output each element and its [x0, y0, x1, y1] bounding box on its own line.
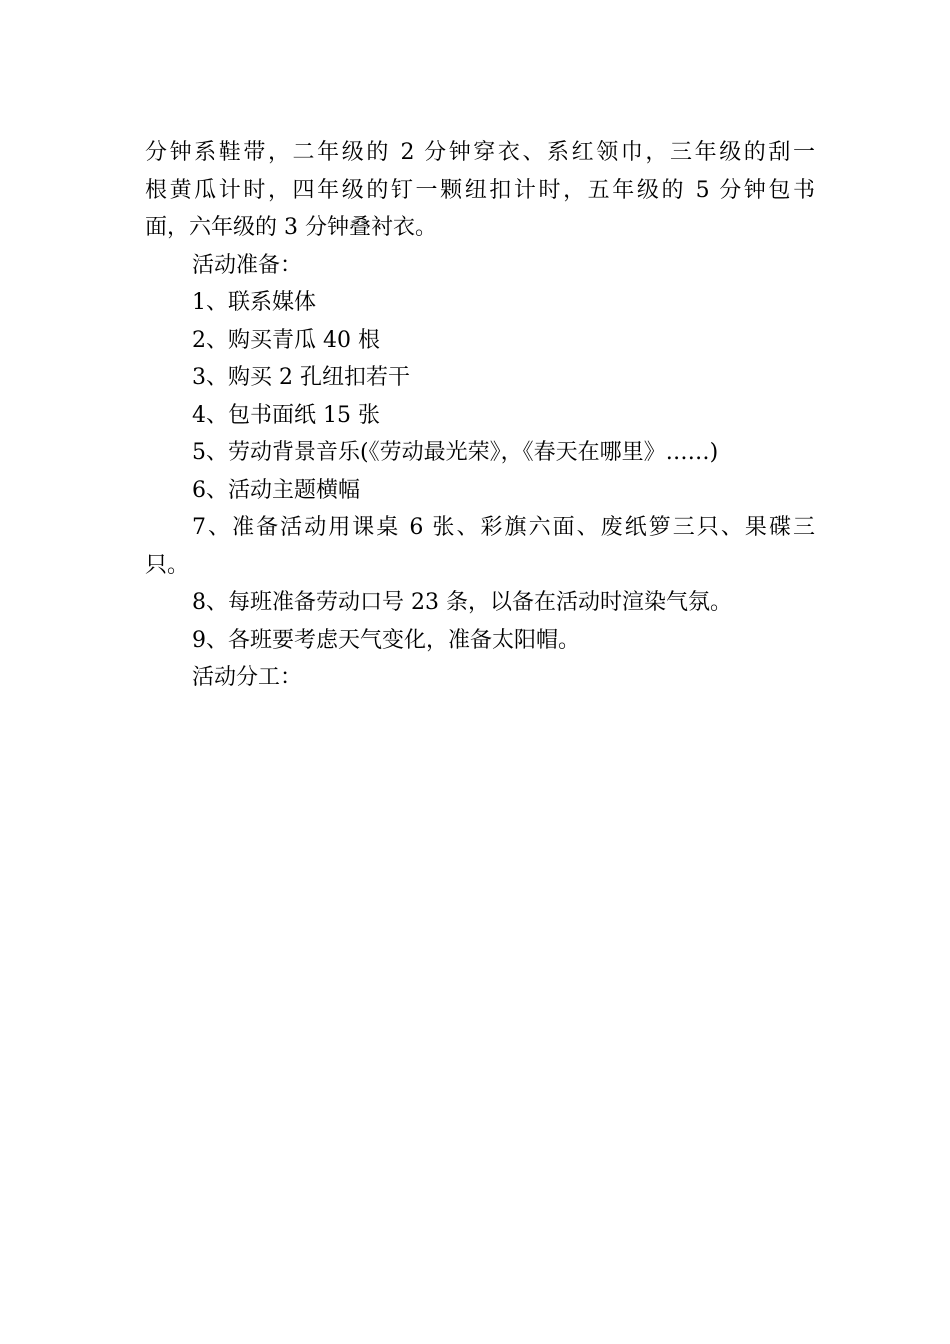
- list-item-6: 6、活动主题横幅: [192, 477, 360, 503]
- paragraph-line-3: 面，六年级的 3 分钟叠衬衣。: [145, 215, 437, 240]
- list-item-7: 7、准备活动用课桌 6 张、彩旗六面、废纸箩三只、果碟三: [192, 515, 815, 540]
- document-body: [145, 134, 815, 697]
- section-heading-division: 活动分工：: [192, 665, 303, 690]
- section-heading-preparation: 活动准备：: [192, 252, 303, 278]
- list-item-3: 3、购买 2 孔纽扣若干: [192, 365, 410, 390]
- paragraph-line-2: 根黄瓜计时，四年级的钉一颗纽扣计时，五年级的 5 分钟包书: [145, 177, 815, 203]
- list-item-4: 4、包书面纸 15 张: [192, 402, 380, 428]
- list-item-5: 5、劳动背景音乐(《劳动最光荣》，《春天在哪里》……): [192, 440, 719, 465]
- list-item-8: 8、每班准备劳动口号 23 条，以备在活动时渲染气氛。: [192, 590, 732, 615]
- list-item-2: 2、购买青瓜 40 根: [192, 327, 380, 353]
- list-item-1: 1、联系媒体: [192, 290, 316, 315]
- paragraph-line-1: 分钟系鞋带，二年级的 2 分钟穿衣、系红领巾，三年级的刮一: [145, 140, 815, 165]
- list-item-9: 9、各班要考虑天气变化，准备太阳帽。: [192, 627, 580, 653]
- list-item-7-continuation: 只。: [145, 552, 190, 578]
